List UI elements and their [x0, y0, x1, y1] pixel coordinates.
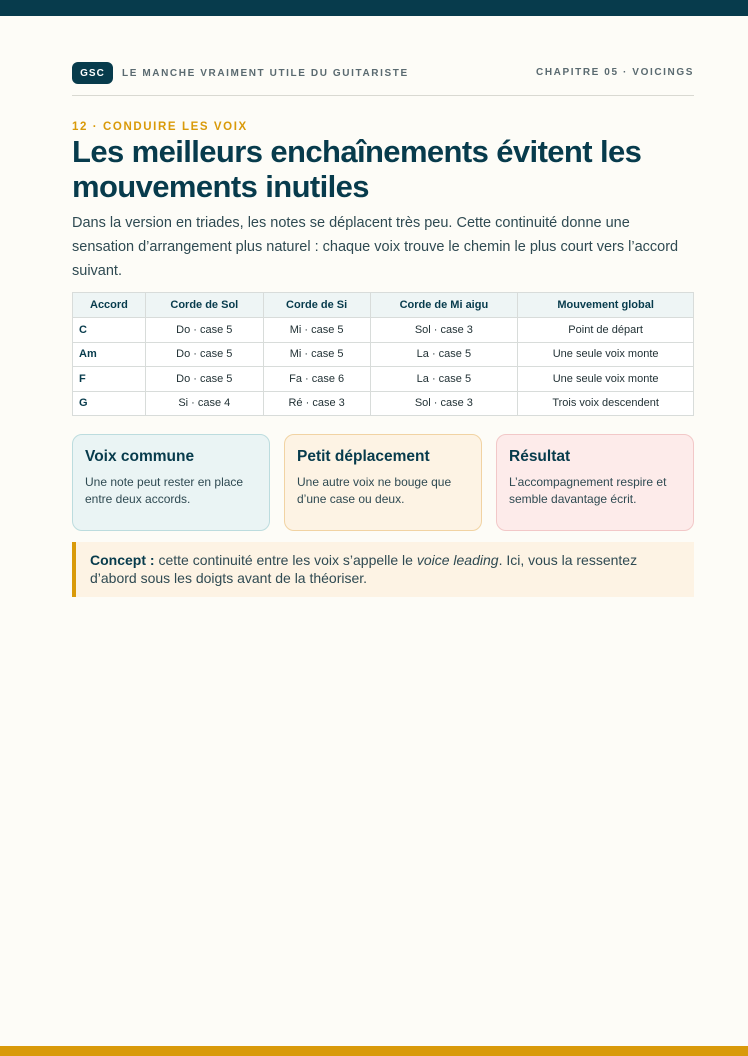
table-cell: Fa · case 6: [263, 367, 370, 392]
table-row: [73, 342, 694, 367]
table-cell: Mi · case 5: [263, 318, 370, 343]
column-header: Corde de Sol: [145, 293, 263, 318]
table-row: [73, 391, 694, 416]
column-header: Accord: [73, 293, 146, 318]
table-cell: Sol · case 3: [370, 318, 518, 343]
table-header-row: [73, 293, 694, 318]
section-kicker: 12 · CONDUIRE LES VOIX: [72, 121, 248, 133]
table-cell: Mi · case 5: [263, 342, 370, 367]
logo-badge: GSC: [72, 62, 113, 84]
concept-term: voice leading: [416, 552, 499, 568]
table-cell: Do · case 5: [145, 318, 263, 343]
table-cell: Une seule voix monte: [518, 342, 694, 367]
column-header: Corde de Si: [263, 293, 370, 318]
card-title: Petit déplacement: [297, 448, 430, 465]
table-cell: Do · case 5: [145, 367, 263, 392]
table-cell: Point de départ: [518, 318, 694, 343]
table-row: [73, 367, 694, 392]
card-title: Voix commune: [85, 448, 195, 465]
table-cell: C: [73, 318, 146, 343]
concept-text-after: . Ici, vous la ressentez d’abord sous les doigts avant de la théoriser.: [90, 552, 638, 586]
table-cell: La · case 5: [370, 367, 518, 392]
card-voix-commune: [72, 434, 270, 531]
info-cards: [72, 434, 694, 531]
top-color-bar: [0, 0, 748, 16]
table-cell: Si · case 4: [145, 391, 263, 416]
card-body: Une note peut rester en place entre deux accords.: [85, 475, 244, 506]
intro-paragraph: Dans la version en triades, les notes se déplacent très peu. Cette continuité donne une sensation d’arrangement plus naturel : chaque voix trouve le chemin le plus court vers l’accord suivant.: [72, 215, 679, 279]
card-body: Une autre voix ne bouge que d’une case ou deux.: [297, 475, 452, 506]
page-header: [72, 62, 694, 96]
table-cell: Une seule voix monte: [518, 367, 694, 392]
table-cell: Sol · case 3: [370, 391, 518, 416]
card-title: Résultat: [509, 448, 571, 465]
book-title: LE MANCHE VRAIMENT UTILE DU GUITARISTE: [122, 67, 409, 79]
column-header: Corde de Mi aigu: [370, 293, 518, 318]
table-row: [73, 318, 694, 343]
card-resultat: [496, 434, 694, 531]
table-cell: La · case 5: [370, 342, 518, 367]
table-cell: Do · case 5: [145, 342, 263, 367]
voicing-table: [72, 292, 694, 416]
chapter-label: CHAPITRE 05 · VOICINGS: [536, 67, 694, 78]
card-body: L’accompagnement respire et semble davantage écrit.: [509, 475, 667, 506]
table-cell: Am: [73, 342, 146, 367]
bottom-color-bar: [0, 1046, 748, 1056]
card-petit-deplacement: [284, 434, 482, 531]
table-cell: Trois voix descendent: [518, 391, 694, 416]
table-cell: Ré · case 3: [263, 391, 370, 416]
table-cell: F: [73, 367, 146, 392]
concept-text-before: cette continuité entre les voix s’appelle le: [154, 552, 417, 568]
page-title: Les meilleurs enchaînements évitent les mouvements inutiles: [72, 134, 642, 204]
table-cell: G: [73, 391, 146, 416]
column-header: Mouvement global: [518, 293, 694, 318]
header-left: [72, 62, 409, 84]
concept-callout: [72, 542, 694, 597]
concept-label: Concept :: [90, 552, 155, 568]
